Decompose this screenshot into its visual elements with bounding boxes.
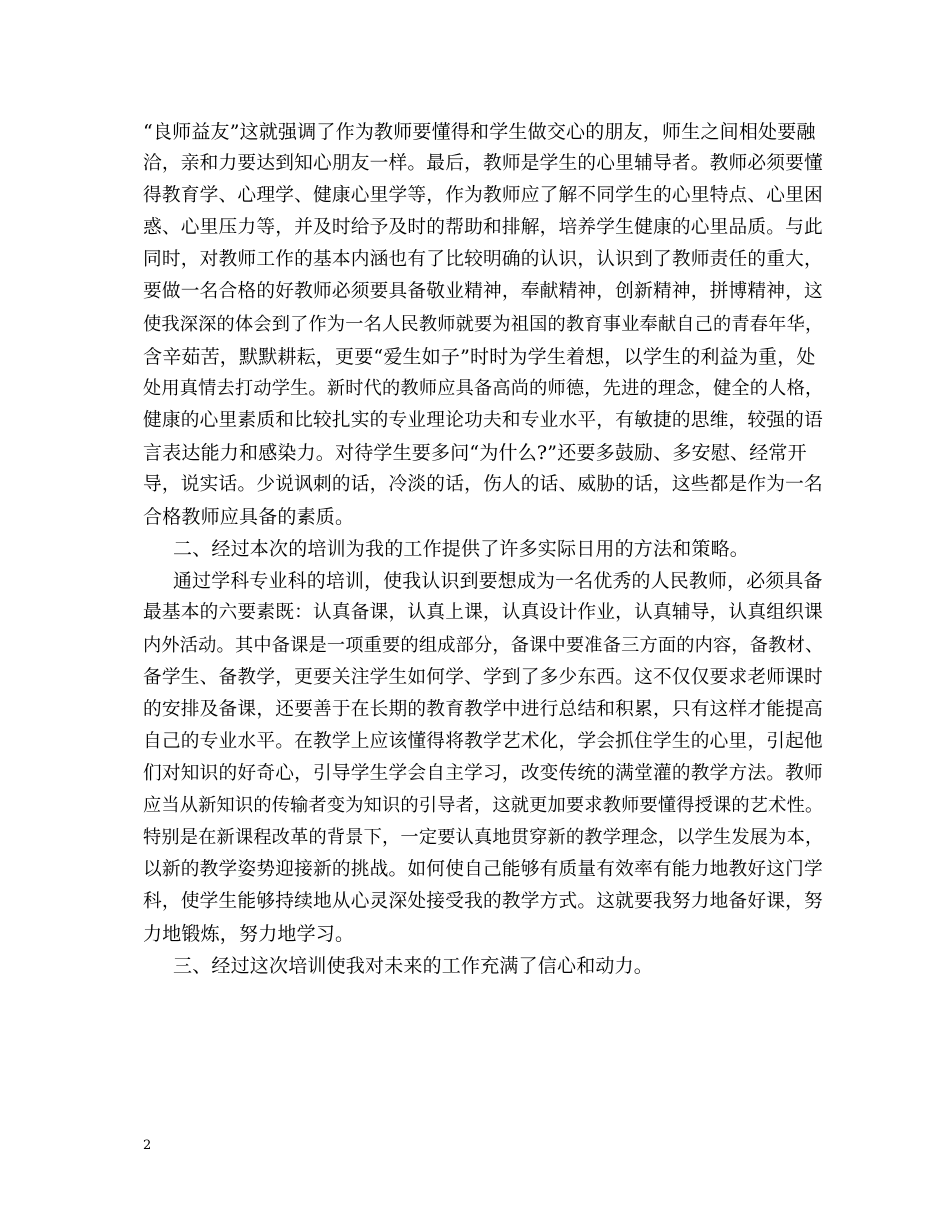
text-line: 言表达能力和感染力。对待学生要多问“为什么?”还要多鼓励、多安慰、经常开 bbox=[143, 441, 807, 464]
text-line: 健康的心里素质和比较扎实的专业理论功夫和专业水平，有敏捷的思维，较强的语 bbox=[143, 409, 823, 431]
text-line: 含辛茹苦，默默耕耘，更要“爱生如子”时时为学生着想，以学生的利益为重，处 bbox=[143, 345, 816, 368]
text-line: 最基本的六要素既：认真备课，认真上课，认真设计作业，认真辅导，认真组织课 bbox=[143, 602, 823, 624]
text-line: 特别是在新课程改革的背景下，一定要认真地贯穿新的教学理念，以学生发展为本， bbox=[143, 827, 824, 849]
text-line: 三、经过这次培训使我对未来的工作充满了信心和动力。 bbox=[173, 955, 654, 978]
text-line: 的安排及备课，还要善于在长期的教育教学中进行总结和积累，只有这样才能提高 bbox=[143, 698, 823, 720]
text-line: 合格教师应具备的素质。 bbox=[143, 506, 355, 529]
text-line: 备学生、备教学，更要关注学生如何学、学到了多少东西。这不仅仅要求老师课时 bbox=[143, 666, 823, 688]
document-body bbox=[143, 116, 823, 983]
text-line: “良师益友”这就强调了作为教师要懂得和学生做交心的朋友，师生之间相处要融 bbox=[143, 121, 816, 143]
text-line: 通过学科专业科的培训，使我认识到要想成为一名优秀的人民教师，必须具备 bbox=[173, 570, 823, 593]
text-line: 自己的专业水平。在教学上应该懂得将教学艺术化，学会抓住学生的心里，引起他 bbox=[143, 730, 823, 752]
text-line: 以新的教学姿势迎接新的挑战。如何使自己能够有质量有效率有能力地教好这门学 bbox=[143, 859, 823, 881]
text-line: 要做一名合格的好教师必须要具备敬业精神，奉献精神，创新精神，拼博精神，这 bbox=[143, 281, 823, 303]
text-line: 内外活动。其中备课是一项重要的组成部分，备课中要准备三方面的内容，备教材、 bbox=[143, 634, 824, 656]
text-line: 们对知识的好奇心，引导学生学会自主学习，改变传统的满堂灌的教学方法。教师 bbox=[143, 762, 823, 784]
text-line: 同时，对教师工作的基本内涵也有了比较明确的认识，认识到了教师责任的重大， bbox=[143, 249, 823, 271]
text-line: 力地锻炼，努力地学习。 bbox=[143, 923, 355, 946]
text-line: 洽，亲和力要达到知心朋友一样。最后，教师是学生的心里辅导者。教师必须要懂 bbox=[143, 153, 823, 175]
text-line: 导，说实话。少说讽刺的话，冷淡的话，伤人的话、威胁的话，这些都是作为一名 bbox=[143, 474, 823, 496]
text-line: 二、经过本次的培训为我的工作提供了许多实际日用的方法和策略。 bbox=[173, 538, 750, 561]
text-line: 应当从新知识的传输者变为知识的引导者，这就更加要求教师要懂得授课的艺术性。 bbox=[143, 794, 824, 816]
text-line: 处用真情去打动学生。新时代的教师应具备高尚的师德，先进的理念，健全的人格， bbox=[143, 377, 824, 399]
text-line: 惑、心里压力等，并及时给予及时的帮助和排解，培养学生健康的心里品质。与此 bbox=[143, 217, 823, 239]
page-number: 2 bbox=[143, 1138, 152, 1153]
text-line: 使我深深的体会到了作为一名人民教师就要为祖国的教育事业奉献自己的青春年华， bbox=[143, 313, 824, 335]
text-line: 得教育学、心理学、健康心里学等，作为教师应了解不同学生的心里特点、心里困 bbox=[143, 185, 823, 207]
text-line: 科，使学生能够持续地从心灵深处接受我的教学方式。这就要我努力地备好课，努 bbox=[143, 891, 823, 913]
